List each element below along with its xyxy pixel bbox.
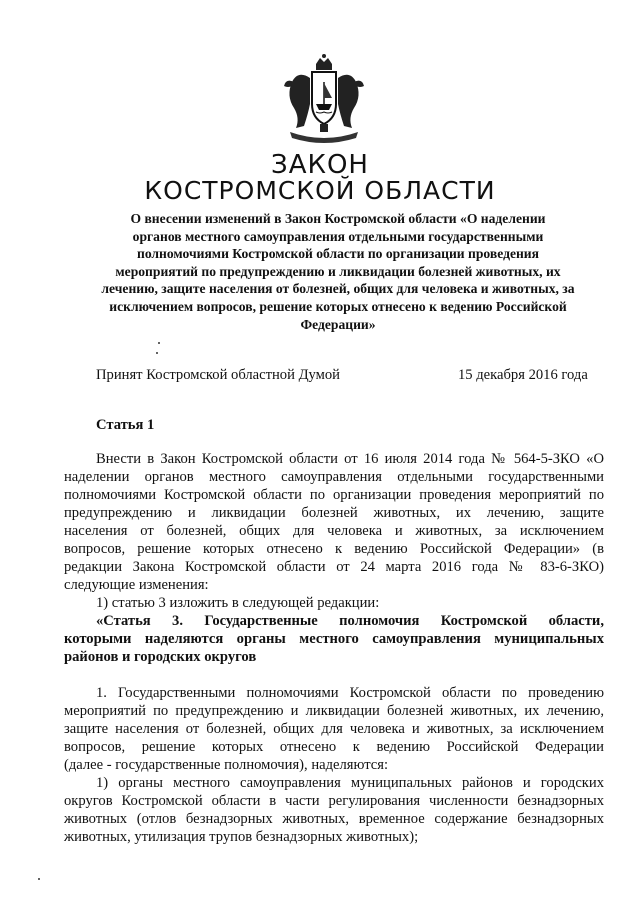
subtitle-line: лечению, защите населения от болезней, общих для человека и животных, за <box>101 281 575 297</box>
subtitle-line: исключением вопросов, решение которых отнесено к ведению Российской <box>109 298 567 314</box>
intro-line: следующие изменения: <box>64 577 209 593</box>
law-title: ЗАКОН <box>271 150 369 180</box>
subitem-line: животных (отлов безнадзорных животных, временное содержание безнадзорных <box>64 811 604 827</box>
scan-mark <box>158 342 160 344</box>
subitem-line: 1) органы местного самоуправления муниципальных районов и городских <box>96 775 604 791</box>
paragraph-line: вопросов, решение которых отнесено к ведению Российской Федерации <box>64 739 604 755</box>
region-title: КОСТРОМСКОЙ ОБЛАСТИ <box>144 176 496 205</box>
adopted-by: Принят Костромской областной Думой <box>96 367 340 383</box>
coat-of-arms-icon <box>276 52 372 144</box>
coat-of-arms-emblem <box>276 52 372 144</box>
subitem-line: округов Костромской области в части регулирования численности безнадзорных <box>64 793 604 809</box>
intro-line: наделении органов местного самоуправления отдельными государственными <box>64 469 604 485</box>
paragraph-line: мероприятий по предупреждению и ликвидации болезней животных, их лечению, <box>64 703 604 719</box>
paragraph-line: защите населения от болезней, общих для человека и животных, за исключением <box>64 721 604 737</box>
article-heading: Статья 1 <box>96 417 155 433</box>
paragraph-line: 1. Государственными полномочиями Костромской области по проведению <box>96 685 604 701</box>
subtitle-line: полномочиями Костромской области по организации проведения <box>136 246 539 262</box>
scan-mark <box>156 352 158 354</box>
intro-line: вопросов, решение которых отнесено к ведению Российской Федерации» (в <box>64 541 604 557</box>
intro-line: редакции Закона Костромской области от 24 марта 2016 года № 83-6-ЗКО) <box>64 559 604 575</box>
subitem-line: животных, утилизация трупов безнадзорных животных); <box>64 829 419 845</box>
amendment-item: 1) статью 3 изложить в следующей редакции: <box>96 595 380 611</box>
quoted-heading-line: которыми наделяются органы местного самоуправления муниципальных <box>64 631 604 647</box>
quoted-heading-line: «Статья 3. Государственные полномочия Костромской области, <box>96 613 604 629</box>
intro-line: населения от болезней, общих для человека и животных, за исключением <box>64 523 604 539</box>
subtitle-line: Федерации» <box>300 316 376 332</box>
quoted-heading-line: районов и городских округов <box>64 649 257 665</box>
intro-line: предупреждению и ликвидации болезней животных, их лечению, защите <box>64 505 604 521</box>
law-subtitle <box>88 210 588 333</box>
intro-line: полномочиями Костромской области по организации проведения мероприятий по <box>64 487 604 503</box>
subtitle-line: органов местного самоуправления отдельными государственными <box>132 228 544 244</box>
paragraph-line: (далее - государственные полномочия), наделяются: <box>64 757 389 773</box>
adoption-date: 15 декабря 2016 года <box>458 367 588 383</box>
intro-line: Внести в Закон Костромской области от 16 июля 2014 года № 564-5-ЗКО «О <box>96 451 604 467</box>
subtitle-line: О внесении изменений в Закон Костромской области «О наделении <box>130 211 546 226</box>
subtitle-line: мероприятий по предупреждению и ликвидации болезней животных, их <box>115 263 561 279</box>
scan-mark <box>38 878 40 880</box>
